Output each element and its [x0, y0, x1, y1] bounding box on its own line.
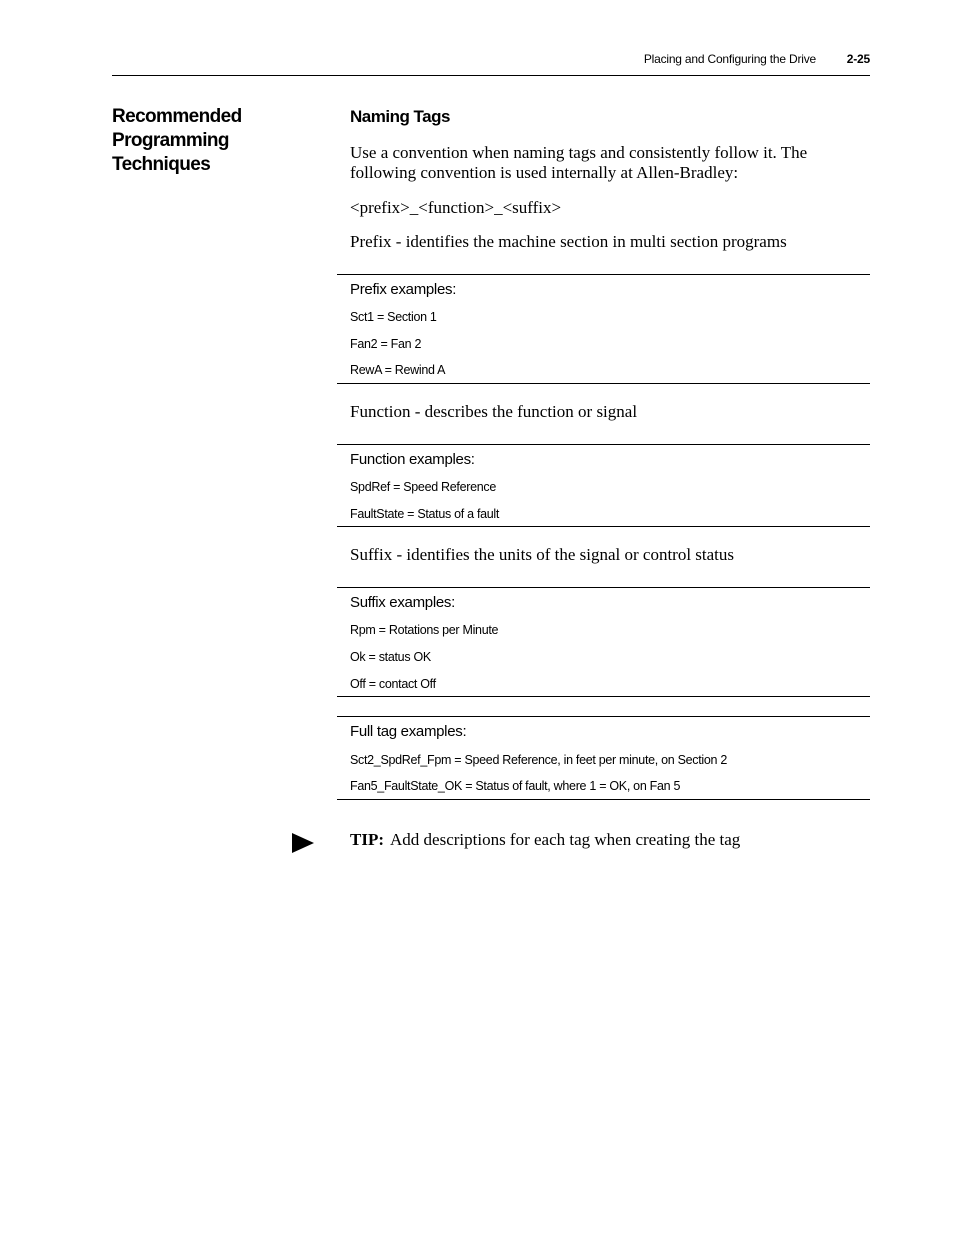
tip-text: Add descriptions for each tag when creating the tag [390, 830, 741, 849]
function-examples-box [337, 444, 870, 527]
section-title [112, 105, 327, 177]
suffix-example-item: Rpm = Rotations per Minute [350, 623, 499, 637]
tip-note [350, 830, 740, 850]
suffix-example-item: Off = contact Off [350, 677, 436, 691]
intro-paragraph: Use a convention when naming tags and consistently follow it. The following convention is used internally at Allen-Bradley: [350, 143, 808, 182]
naming-pattern: <prefix>_<function>_<suffix> [350, 198, 562, 217]
full-tag-examples-heading: Full tag examples: [350, 723, 467, 740]
suffix-example-item: Ok = status OK [350, 650, 431, 664]
running-header-title: Placing and Configuring the Drive [643, 52, 816, 66]
page-number: 2-25 [846, 52, 870, 66]
full-tag-example-item: Sct2_SpdRef_Fpm = Speed Reference, in feet per minute, on Section 2 [350, 753, 728, 767]
prefix-examples-heading: Prefix examples: [350, 281, 457, 298]
function-description: Function - describes the function or signal [350, 402, 638, 421]
full-tag-example-item: Fan5_FaultState_OK = Status of fault, where 1 = OK, on Fan 5 [350, 779, 681, 793]
running-header [112, 52, 870, 68]
function-example-item: SpdRef = Speed Reference [350, 480, 497, 494]
prefix-example-item: Sct1 = Section 1 [350, 310, 437, 324]
subsection-title: Naming Tags [350, 107, 450, 126]
function-examples-heading: Function examples: [350, 451, 475, 468]
tip-label: TIP: [350, 830, 384, 849]
function-example-item: FaultState = Status of a fault [350, 507, 500, 521]
prefix-description: Prefix - identifies the machine section in multi section programs [350, 232, 787, 251]
tip-arrow-icon [291, 832, 315, 854]
section-title-line-1: Recommended [112, 106, 242, 127]
prefix-examples-box [337, 274, 870, 384]
prefix-example-item: Fan2 = Fan 2 [350, 337, 422, 351]
full-tag-examples-box [337, 716, 870, 800]
suffix-examples-heading: Suffix examples: [350, 594, 455, 611]
section-title-line-2: Programming Techniques [112, 130, 229, 175]
suffix-description: Suffix - identifies the units of the signal or control status [350, 545, 735, 564]
suffix-examples-box [337, 587, 870, 697]
prefix-example-item: RewA = Rewind A [350, 363, 446, 377]
header-rule [112, 75, 870, 76]
